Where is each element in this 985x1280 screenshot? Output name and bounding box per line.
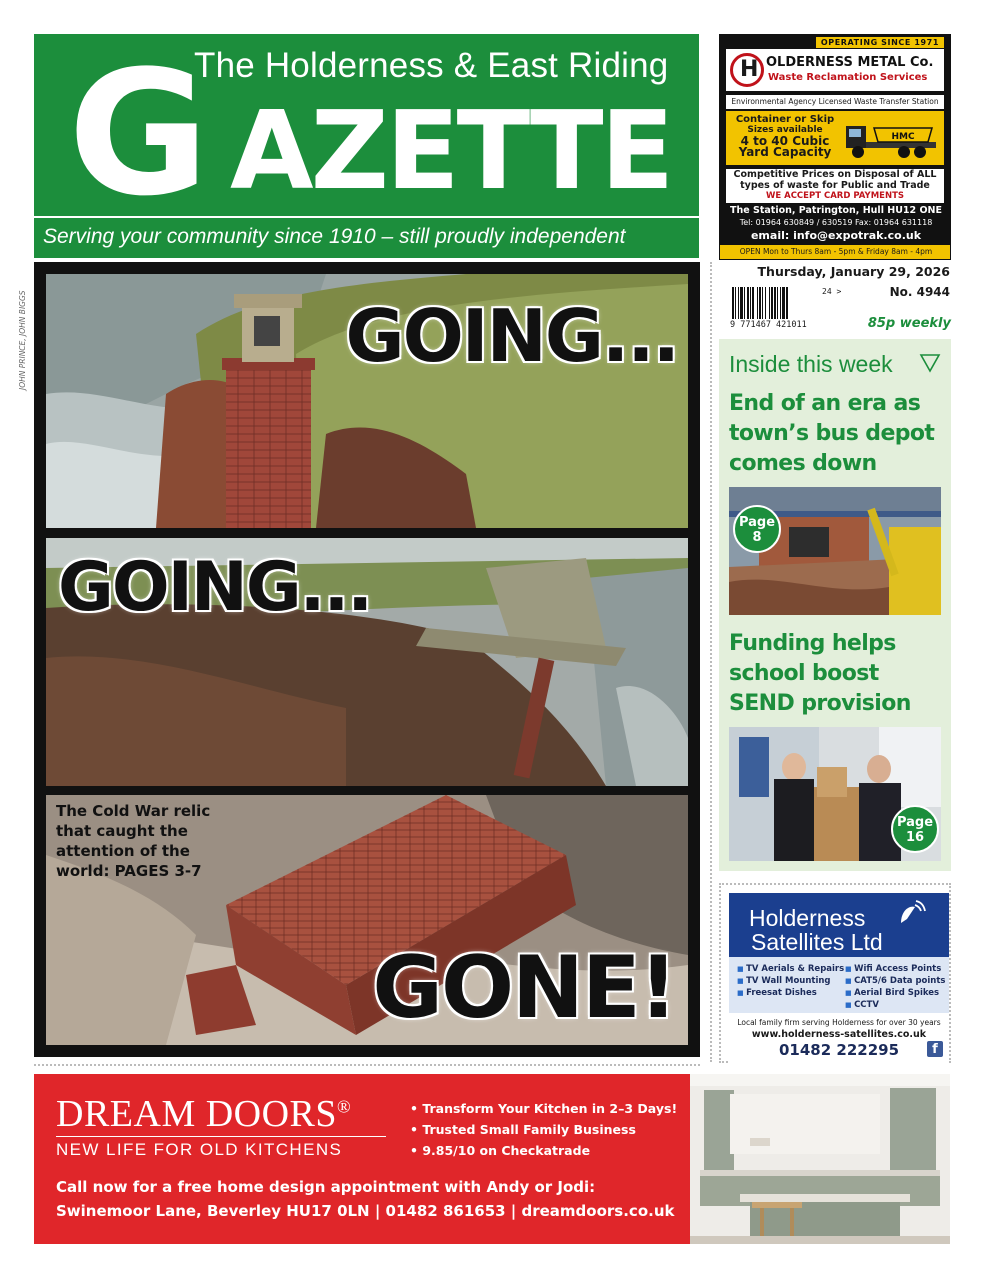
- service-item: ■ CAT5/6 Data points: [845, 975, 945, 987]
- barcode-icon: [730, 287, 820, 319]
- hmc-skip-panel: [726, 111, 944, 165]
- barcode-bar: [738, 287, 739, 319]
- row-divider: [34, 1064, 700, 1066]
- masthead-title: AZETTE: [230, 89, 672, 214]
- badge-label: Page: [738, 515, 776, 530]
- dream-doors-contact[interactable]: Swinemoor Lane, Beverley HU17 0LN | 01482 861653 | dreamdoors.co.uk: [56, 1202, 675, 1220]
- hmc-email[interactable]: email: info@expotrak.co.uk: [750, 229, 922, 242]
- kitchen-image: [690, 1074, 950, 1244]
- benefit-item: • 9.85/10 on Checkatrade: [410, 1140, 677, 1161]
- barcode-bar: [759, 287, 761, 319]
- hmc-skip-line: Sizes available: [747, 125, 823, 135]
- skip-truck-icon: [844, 116, 940, 160]
- page-8-badge[interactable]: [733, 505, 781, 553]
- teaser-send-provision[interactable]: Funding helps school boost SEND provision: [729, 631, 911, 716]
- service-item: ■ TV Wall Mounting: [737, 975, 844, 987]
- service-item: ■ CCTV: [845, 999, 945, 1011]
- barcode-bar: [771, 287, 773, 319]
- hmc-telephone[interactable]: Tel: 01964 630849 / 630519 Fax: 01964 631118: [739, 218, 933, 227]
- hmc-address: The Station, Patrington, Hull HU12 ONE: [730, 205, 942, 216]
- hmc-licence: Environmental Agency Licensed Waste Transfer Station: [726, 95, 944, 109]
- satellites-phone[interactable]: 01482 222295: [778, 1041, 900, 1059]
- barcode-bar: [744, 287, 745, 319]
- teaser-bus-depot[interactable]: End of an era as town’s bus depot comes down: [729, 391, 935, 476]
- barcode-bar: [774, 287, 776, 319]
- registered-mark: ®: [337, 1096, 352, 1117]
- hmc-prices: [726, 169, 944, 203]
- masthead: [34, 34, 699, 216]
- photo-panel-going-1: [46, 274, 688, 528]
- barcode-bar: [782, 287, 785, 319]
- barcode-bar: [757, 287, 758, 319]
- lead-story[interactable]: [34, 262, 700, 1057]
- barcode-bar: [750, 287, 751, 319]
- hmc-skip-line: Container or Skip: [735, 114, 835, 125]
- logo-divider: [56, 1136, 386, 1137]
- hmc-services: Waste Reclamation Services: [768, 72, 928, 83]
- service-item: ■ Wifi Access Points: [845, 963, 945, 975]
- hmc-truck-label: HMC: [891, 132, 915, 142]
- barcode-bar: [777, 287, 778, 319]
- barcode-bar: [762, 287, 763, 319]
- hmc-opening-hours: OPEN Mon to Thurs 8am - 5pm & Friday 8am - 4pm: [720, 245, 951, 259]
- barcode-bar: [786, 287, 788, 319]
- headline-going-1: GOING...: [345, 294, 678, 378]
- barcode-bar: [780, 287, 781, 319]
- hmc-prices-text: Competitive Prices on Disposal of ALL types of waste for Public and Trade: [733, 169, 937, 191]
- benefit-item: • Trusted Small Family Business: [410, 1119, 677, 1140]
- photo-credit-text: JOHN PRINCE, JOHN BIGGS: [18, 290, 27, 390]
- cover-price: 85p weekly: [867, 316, 951, 331]
- service-item: ■ Freesat Dishes: [737, 987, 844, 999]
- masthead-subtitle: The Holderness & East Riding: [194, 46, 669, 85]
- barcode-supplement: 24 >: [822, 287, 842, 296]
- satellites-services: [729, 957, 949, 1013]
- kitchen-photo: [690, 1074, 950, 1244]
- satellites-name-line-2: Satellites Ltd: [751, 929, 883, 955]
- column-divider: [710, 262, 712, 1062]
- thumb-send-provision[interactable]: [729, 727, 941, 861]
- headline-going-2: GOING...: [58, 548, 372, 627]
- masthead-tagline: Serving your community since 1910 – still proudly independent: [34, 218, 699, 258]
- hmc-logo-letter: H: [740, 57, 759, 82]
- dream-doors-benefits: [410, 1098, 677, 1161]
- badge-label: Page: [896, 815, 934, 830]
- service-item: ■ Aerial Bird Spikes: [845, 987, 945, 999]
- dream-doors-call: Call now for a free home design appointment with Andy or Jodi:: [56, 1178, 596, 1196]
- hmc-logo: [726, 49, 944, 91]
- dream-doors-advert[interactable]: [34, 1074, 690, 1244]
- thumb-bus-depot[interactable]: [729, 487, 941, 615]
- inside-title: Inside this week: [729, 351, 893, 377]
- masthead-g-letter: G: [68, 34, 206, 216]
- inside-this-week: [719, 339, 951, 871]
- cold-war-caption[interactable]: The Cold War relic that caught the attention of the world: PAGES 3-7: [56, 802, 211, 880]
- photo-credit: [18, 270, 32, 390]
- satellites-local: Local family firm serving Holderness for over 30 years: [737, 1018, 941, 1027]
- triangle-down-icon: [919, 353, 941, 373]
- headline-gone: GONE!: [372, 938, 676, 1038]
- barcode-bar: [732, 287, 734, 319]
- satellites-header: [729, 893, 949, 957]
- barcode-bar: [735, 287, 736, 319]
- barcode-bar: [752, 287, 754, 319]
- satellite-dish-icon: [897, 897, 927, 927]
- issue-number: No. 4944: [889, 285, 950, 299]
- service-item: ■ TV Aerials & Repairs: [737, 963, 844, 975]
- barcode-bar: [747, 287, 749, 319]
- barcode-bar: [740, 287, 743, 319]
- photo-panel-going-2: [46, 538, 688, 786]
- dream-doors-logo: [56, 1092, 351, 1136]
- facebook-icon[interactable]: f: [927, 1041, 943, 1057]
- benefit-item: • Transform Your Kitchen in 2–3 Days!: [410, 1098, 677, 1119]
- photo-panel-gone: [46, 795, 688, 1045]
- hmc-card-payments: WE ACCEPT CARD PAYMENTS: [765, 191, 905, 201]
- hmc-skip-line: Yard Capacity: [738, 145, 832, 159]
- hmc-since-badge: OPERATING SINCE 1971: [816, 37, 944, 48]
- satellites-website[interactable]: www.holderness-satellites.co.uk: [751, 1029, 927, 1040]
- page-16-badge[interactable]: [891, 805, 939, 853]
- dream-doors-strapline: NEW LIFE FOR OLD KITCHENS: [56, 1140, 343, 1159]
- dream-doors-brand: DREAM DOORS: [56, 1093, 338, 1135]
- satellites-name-line-1: Holderness: [749, 905, 866, 931]
- issue-date: Thursday, January 29, 2026: [757, 264, 950, 279]
- badge-number: 8: [752, 530, 762, 545]
- badge-number: 16: [905, 830, 925, 845]
- hmc-company-name: OLDERNESS METAL Co.: [766, 55, 934, 70]
- hmc-skip-line: 4 to 40 Cubic: [740, 134, 830, 148]
- barcode-bar: [765, 287, 766, 319]
- barcode-digits: 9 771467 421011: [730, 320, 807, 330]
- hmc-advert[interactable]: [719, 34, 951, 260]
- satellites-advert[interactable]: [729, 893, 949, 1063]
- barcode-bar: [769, 287, 770, 319]
